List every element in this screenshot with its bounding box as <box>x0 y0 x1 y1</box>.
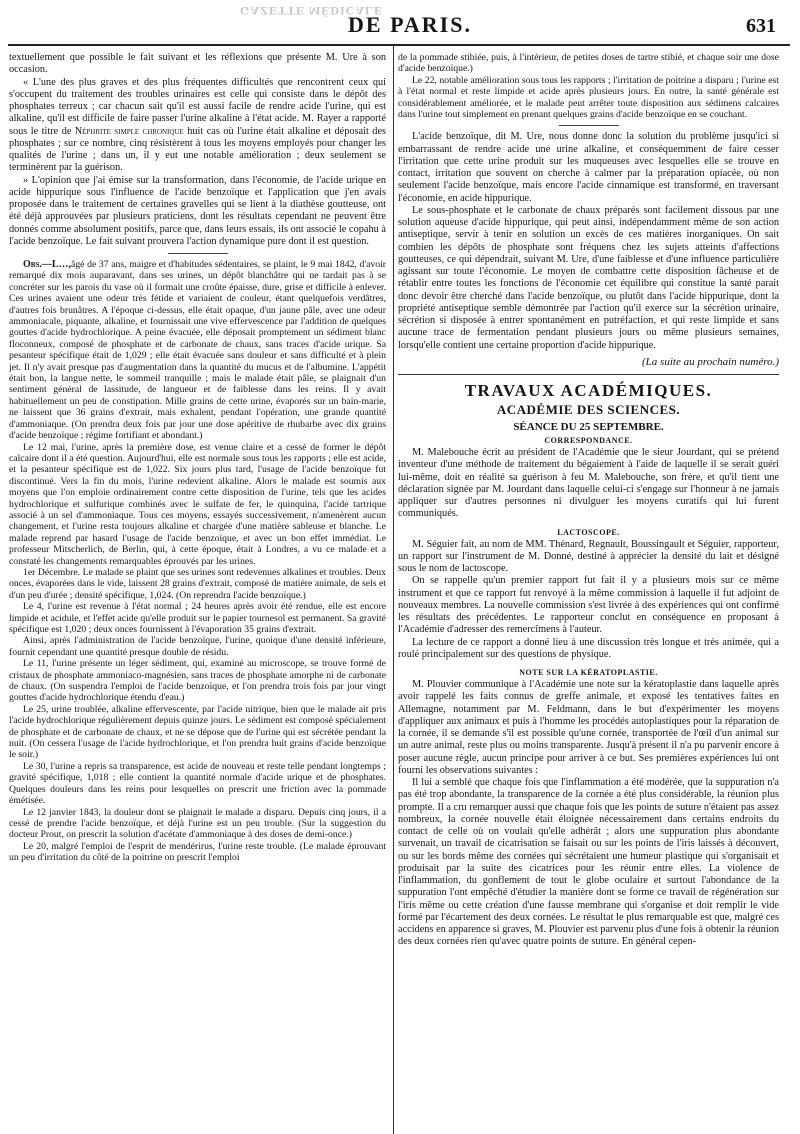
show-through-text: GAZETTE MÉDICALE <box>240 4 384 18</box>
paragraph: Le 4, l'urine est revenue à l'état normal ; 24 heures après avoir été rendue, elle est encore limpide et acidule, et l'effet acide qu'elle produit sur le papier tournesol est permanent. Sa gravité spécifique est 1,020 ; deux onces fournissent à l'évaporation 35 grains d'extrait. <box>9 601 386 635</box>
paragraph: M. Plouvier communique à l'Académie une note sur la kératoplastie dans laquelle après avoir rappelé les faits connus de greffe animale, et exposé les tentatives faites en Allemagne, notamment par M. Feldmann, dans le but d'expérimenter les moyens d'appliquer aux animaux et puis à l'homme les procédés autoplastiques pour la réparation de la cornée, il se demande s'il est possible qu'une cornée, transportée de l'œil d'un animal sur un autre animal, reste plus ou moins transparente. Jusqu'à présent il n'a pu parvenir encore à poser aucune règle, aucun principe pour arriver à ce but. Ses premières expériences lui ont fourni les observations suivantes : <box>398 679 779 776</box>
paragraph: M. Séguier fait, au nom de MM. Thénard, Regnault, Boussingault et Séguier, rapporteur, un rapport sur l'instrument de M. Donné, destiné à apprécier la densité du lait et désigné sous le nom de lactoscope. <box>398 538 779 575</box>
paragraph: » L'opinion que j'ai émise sur la transformation, dans l'économie, de l'acide urique en acide hippurique sous l'influence de l'acide benzoïque et l'application que j'en avais proposée dans le traitement de certaines gravelles qui se lient à la diathèse goutteuse, ont été déjà approuvées par plusieurs praticiens, dont les résultats cependant ne peuvent être donnés comme absolument positifs, parce que, dans leurs essais, ils ont associé le copahu à l'acide benzoïque. Le fait suivant prouvera l'action dynamique pure dont il est question. <box>9 174 386 247</box>
seance-date: SÉANCE DU 25 SEPTEMBRE. <box>513 421 664 434</box>
section-title: TRAVAUX ACADÉMIQUES. <box>464 381 713 401</box>
paragraph: Le 25, urine troublée, alkaline effervescente, par l'acide nitrique, bien que le malade ait pris l'acide hydrochlorique régulièrement depuis quinze jours. Le sédiment est composé spécialement de phosphate et de carbonate de chaux, et ne se dépose que de l'urine qui est sécrétée pendant la nuit. (On cessera l'usage de l'acide hydrochlorique, et l'on prendra huit grains d'acide benzoïque le soir.) <box>9 703 386 761</box>
paragraph: Le 12 mai, l'urine, après la première dose, est venue claire et a cessé de former le dépôt calcaire dont il a été question. Aujourd'hui, elle est normale sous tous les rapports ; elle est acide, et la pesanteur spécifique est de 1,022. Six jours plus tard, l'usage de l'acide benzoïque fut discontinué. Vers la fin du mois, l'urine redevient alkaline. Alors le malade est soumis aux moyens que l'on emploie ordinairement contre cette disposition de l'urine, tels que les acides hydrochlorique et sulfurique combinés avec le sulfate de fer, le quinquina, l'acide tartrique associé à un sel d'ammoniaque. Tous ces moyens, essayés successivement, n'amenèrent aucun changement, et l'urine resta toujours alkaline et chargée d'une matière sableuse et blanche. Le malade reprend par hasard l'usage de l'acide benzoïque, et avec un bon effet immédiat. Le professeur Mitscherlich, de Berlin, qui, à cette époque, était à Londres, a vu ce malade et a constaté les changements remarquables éprouvés par les urines. <box>9 441 386 567</box>
continuation-note: (La suite au prochain numéro.) <box>642 355 779 368</box>
subsection-keratoplastie: NOTE SUR LA KÉRATOPLASTIE. <box>519 668 658 678</box>
column-divider <box>393 46 394 1134</box>
paragraph: Obs.—L…,âgé de 37 ans, maigre et d'habitudes sédentaires, se plaint, le 9 mai 1842, d'avoir remarqué dix mois auparavant, dans ses urines, un dépôt blanchâtre qui ne tardait pas à se concréter sur les parois du vase où il formait une croûte épaisse, dure, grise et difficile à enlever. Ces urines avaient une odeur très fétide et variaient de couleur, étant quelquefois verdâtres, d'autres fois brunâtres. A l'époque ci-dessus, elle était opaque, d'un jaune pâle, avec une odeur ammoniacale, piquante, alkaline, et fournissait une vive effervescence par l'addition de quelques gouttes d'acide hydrochlorique. A peine évacuée, elle déposait promptement un sédiment blanc floconneux, composé de phosphate et de carbonate de chaux, sans traces d'acide urique. Sa pesanteur spécifique était de 1,029 ; elle était évacuée sans douleur et sans difficulté et à plein jet. Il n'y avait presque pas d'augmentation dans la quantité du mucus et de l'albumine. L'appétit était bon, la langue nette, le sommeil tranquille ; mais le malade était pâle, se plaignait d'un sentiment général de lassitude, de langueur et de faiblesse dans les reins. Il y avait habituellement un peu de constipation. Mille grains de cette urine, évaporés sur un bain-marie, ne laissent que 36 grains d'extrait, mais exhalent, pendant l'opération, une grande quantité d'ammoniaque. (On prendra deux fois par jour une dose apéritive de rhubarbe avec dix grains d'acide benzoïque ; régime fortifiant et abondant.) <box>9 259 386 442</box>
obs-label: Obs.—L…, <box>23 259 72 270</box>
running-title: DE PARIS. <box>348 12 472 37</box>
academy-title: ACADÉMIE DES SCIENCES. <box>496 402 681 418</box>
section-rule <box>398 374 779 375</box>
separator-rule <box>559 125 619 126</box>
subsection-lactoscope: LACTOSCOPE. <box>557 527 620 537</box>
paragraph: de la pommade stibiée, puis, à l'intérieur, de petites doses de tartre stibié, et chaque soir une dose d'acide benzoïque.) <box>398 52 779 75</box>
right-column <box>398 52 779 1132</box>
paragraph: L'acide benzoïque, dit M. Ure, nous donne donc la solution du problème jusqu'ici si embarrassant de rendre acide une urine alkaline, et conséquemment de faire cesser l'irritation que cette urine produit sur les muqueuses avec lesquelles elle se trouve en contact, irritation que souvent on cherche à calmer par la préparation opiacée, où non seulement l'acide benzoïque, mais encore l'acide cinnamique est transformé, en traversant l'économie, en acide hippurique. <box>398 131 779 204</box>
header-rule <box>8 44 790 46</box>
paragraph: La lecture de ce rapport a donné lieu à une discussion très longue et très animée, qui a roulé principalement sur des questions de physique. <box>398 636 779 660</box>
paragraph: M. Malebouche écrit au président de l'Académie que le sieur Jourdant, qui se prétend inventeur d'une méthode de traitement du bégaiement à l'aide de laquelle il se serait guéri lui-même, doit en réalité sa guérison à feu M. Malebouche, son frère, et qu'il tient une déclaration signée par M. Jourdant dans laquelle celui-ci s'engage sur l'honneur à ne jamais appliquer sur d'autres personnes ni divulguer les moyens curatifs qui lui furent communiqués. <box>398 447 779 520</box>
observation-continuation <box>398 52 779 120</box>
paragraph: 1er Décembre. Le malade se plaint que ses urines sont redevenues alkalines et troubles. Deux onces, évaporées dans le vide, laissent 28 grains d'extrait, composé de matière animale, de sels et d'un peu d'urée ; densité spécifique, 1,024. (On reprendra l'acide benzoïque.) <box>9 566 386 601</box>
paragraph: textuellement que possible le fait suivant et les réflexions que présente M. Ure à son occasion. <box>9 52 386 76</box>
paragraph: Le 30, l'urine a repris sa transparence, est acide de nouveau et reste telle pendant longtemps ; gravité spécifique, 1,018 ; elle contient la quantité normale d'acide urique et de phosphates. Quelques douleurs dans les reins pour lesquelles on prescrit une friction avec la pommade émétisée. <box>9 760 386 807</box>
paragraph: Le 12 janvier 1843, la douleur dont se plaignait le malade a disparu. Depuis cinq jours, il a cessé de prendre l'acide benzoïque, et déjà l'urine est un peu trouble. (Sur la suggestion du docteur Prout, on prescrit la solution d'acétate d'ammoniaque à des doses de demi-once.) <box>9 806 386 841</box>
subsection-correspondance: CORRESPONDANCE. <box>544 436 633 446</box>
paragraph: Le 22, notable amélioration sous tous les rapports ; l'irritation de poitrine a disparu ; l'urine est à l'état normal et reste limpide et acide après plusieurs jours. En outre, la santé générale est considérablement améliorée, et le malade peut arrêter toute disposition aux sédimens calcaires dans l'urine tout simplement en prenant quelques grains d'acide benzoïque en se couchant. <box>398 74 779 121</box>
separator-rule <box>168 253 228 254</box>
paragraph: Le 20, malgré l'emploi de l'esprit de mendérirus, l'urine reste trouble. (Le malade éprouvant un peu d'irritation du côté de la poitrine on prescrit l'emploi <box>9 840 386 864</box>
nephrite-title: Néphrite simple chronique <box>74 125 184 137</box>
page-number: 631 <box>746 15 776 37</box>
paragraph: « L'une des plus graves et des plus fréquentes difficultés que rencontrent ceux qui s'occupent du traitement des troubles urinaires est celle qui consiste dans le dépôt des phosphates terreux ; car chacun sait qu'il est aussi facile de rendre acide l'urine, qui est alkaline, qu'il est difficile de faire passer l'urine alkaline à l'état acide. M. Rayer a rapporté sous le titre de Néphrite simple chronique huit cas où l'urine était alkaline et déposait des phosphates ; sur ce nombre, cinq résistèrent à tous les moyens employés pour changer les qualités de l'urine ; dans un, il y eut une notable amélioration ; deux seulement se terminèrent par la guérison. <box>9 76 386 174</box>
paragraph: Le 11, l'urine présente un léger sédiment, qui, examiné au microscope, se trouve formé de cristaux de phosphate ammoniaco-magnésien, sans traces de phosphate amorphe ni de carbonate de chaux. (On suspendra l'emploi de l'acide benzoïque, et l'on prendra trois fois par jour vingt gouttes d'acide hydrochlorique étendu d'eau.) <box>9 658 386 704</box>
observation-block <box>9 259 386 864</box>
paragraph: On se rappelle qu'un premier rapport fut fait il y a plusieurs mois sur ce même instrument et que ce rapport fut renvoyé à la même commission à laquelle il fut adjoint de nouveaux membres. La nouvelle commission s'est livrée à des expériences qui ont confirmé les résultats des précédentes. Le rapporteur conclut en conséquence en proposant à l'Académie d'adresser des remercîmens à l'auteur. <box>398 575 779 636</box>
left-column <box>9 52 386 1132</box>
paragraph: Il lui a semblé que chaque fois que l'inflammation a été modérée, que la suppuration n'a pas été trop abondante, la transparence de la cornée a été plus considérable, la réunion plus prompte. Il a cru remarquer aussi que chaque fois que les points de suture n'étaient pas assez nombreux, la cornée nouvelle était éloignée nécessairement dans certains endroits du contact de celle où on voulait qu'elle adhérât ; alors une suppuration plus abondante survenait, un travail de cicatrisation se faisait ou sur les points de l'iris laissés à découvert, ou sur les bords même des cornées qui sécrétaient une humeur plastique qui s'organisait et produisait par la suite des cicatrices pour les réunir entre elles. La violence de l'inflammation, du gonflement de tout le globe oculaire et surtout l'abondance de la suppuration l'ont empêché d'étudier la manière dont se forme ce travail de régénération sur l'iris même ou cette création d'une fausse membrane qui s'organise et doit remplir le vide formé par l'écartement des deux cornées. Le résultat le plus remarquable est que, malgré ces accidens en apparence si graves, M. Plouvier est parvenu plus d'une fois à obtenir la réunion des deux cornées rien qu'avec quatre points de suture. En général cepen- <box>398 777 779 948</box>
paragraph: Le sous-phosphate et le carbonate de chaux préparés sont facilement dissous par une solution aqueuse d'acide hippurique, qui peut ainsi, indépendamment même de son action antiseptique, servir à tenir en solution un excès de ces matières inorganiques. On sait combien les dépôts de phosphate sont fréquens chez les sujets atteints d'affections goutteuses, ce qui dépendrait, suivant M. Ure, d'une faiblesse et d'une influence particulière agissant sur toute l'économie. Le moyen de combattre cette disposition fâcheuse et de rétablir entre toutes les fonctions de l'économie cet équilibre qui constitue la santé parait donc devoir être cherché dans l'acide benzoïque, ou plutôt dans l'acide hippurique, dont la propriété antiseptique semble démontrée par l'action qu'il exerce sur la sécrétion urinaire, sécrétion si disposée à entrer spontanément en putréfaction, et qui reste limpide et sans aucune trace de fermentation pendant plusieurs jours ou même plusieurs semaines, lorsqu'elle contient une certaine proportion d'acide hippurique. <box>398 204 779 351</box>
paragraph: Ainsi, après l'administration de l'acide benzoïque, l'urine, quoique d'une densité inférieure, fournit cependant une quantité presque double de résidu. <box>9 635 386 658</box>
